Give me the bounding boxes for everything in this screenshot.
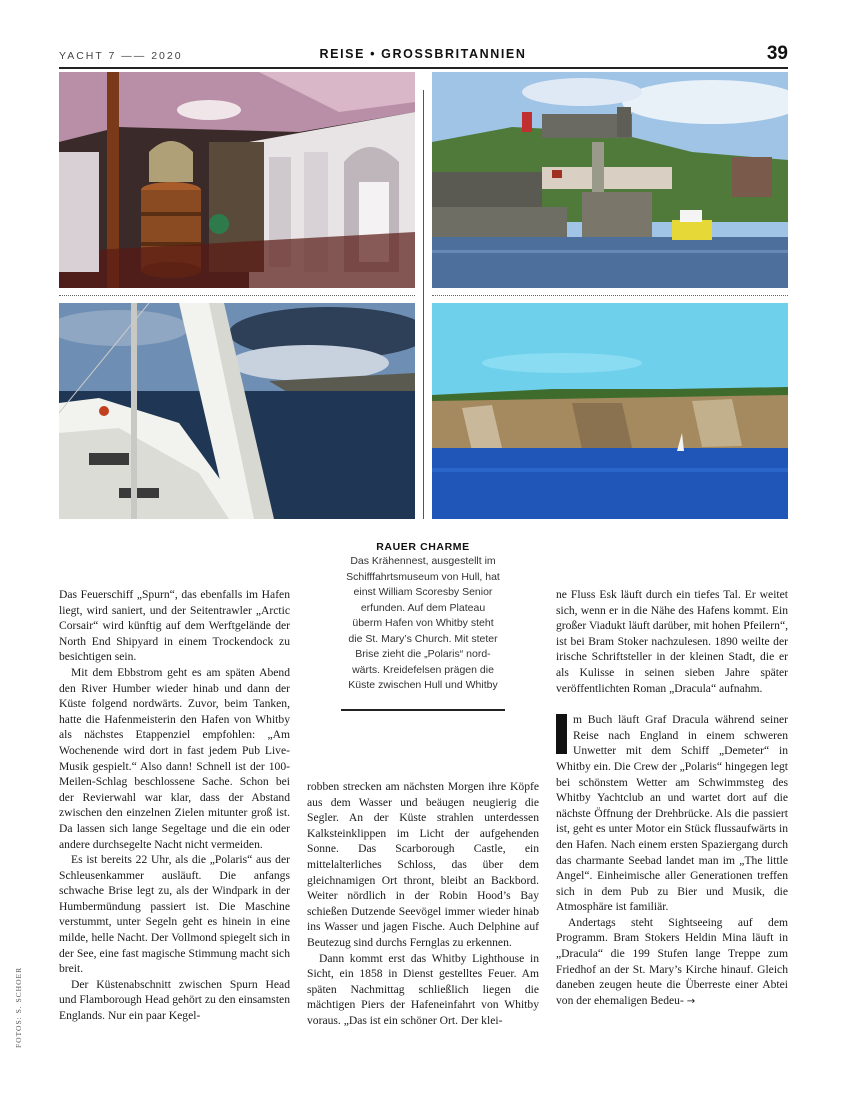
photo-chalk-cliffs [432,303,788,519]
caption-rule [341,709,505,711]
caption-line: Küste zwischen Hull und Whitby [348,679,498,691]
caption-line: Schifffahrtsmuseum von Hull, hat [346,570,500,583]
paragraph: Mit dem Ebbstrom geht es am späten Abend den River Humber wieder hinab und dann der Küste folgend nordwärts. Zuvor, beim Tanken, hatte die Hafenmeisterin den Hafen von Whitby als nächstes Etappenziel empfohlen: „Am Wochenende wird dort in fast jedem Pub Live-Musik gespielt.“ Also dann! Schnell ist der 100-Meilen-Schlag beschlossene Sache. Schon bei der Revierwahl war klar, dass der Abstand zwischen den einzelnen Zielen mitunter groß ist. Da lassen sich lange Segeltage und die ein oder andere durchsegelte Nacht nicht vermeiden. [59,665,290,851]
paragraph: Dann kommt erst das Whitby Lighthouse in Sicht, ein 1858 in Dienst gestelltes Feuer. Am späten Nachmittag schließlich liegen die mächtigen Piers der Hafeneinfahrt von Whitby voraus. „Das ist ein schöner Ort. Der klei- [307,951,539,1027]
caption-line: Brise zieht die „Polaris“ nord- [355,648,491,660]
drop-initial-block [556,714,567,754]
caption-text [335,554,511,694]
photo-column-divider [423,90,424,519]
page-number: 39 [766,43,788,64]
article-column-2 [307,779,539,1029]
caption-line: einst William Scoresby Senior [353,586,493,598]
photo-row-separator [432,295,788,296]
photo-sailing-yacht [59,303,415,519]
article-column-1 [59,587,290,1024]
paragraph: Es ist bereits 22 Uhr, als die „Polaris“ aus der Schleusenkammer ausläuft. Die anfangs schwache Brise legt zu, als der Windpark in der Humbermündung passiert ist. Die Maschine verstummt, unter Segeln geht es hinein in eine milde, helle Nacht. Der Vollmond spiegelt sich in der See, eine fast magische Stimmung macht sich breit. [59,853,290,976]
caption-title: RAUER CHARME [376,541,470,553]
caption-line: wärts. Kreidefelsen prägen die [352,663,494,676]
caption-line: Das Krähennest, ausgestellt im [350,555,496,567]
caption-line: die St. Mary’s Church. Mit steter [348,632,498,645]
caption-line: erfunden. Auf dem Plateau [360,601,486,614]
photo-caption [335,541,511,694]
article-column-3 [556,587,788,1009]
paragraph: m Buch läuft Graf Dracula während seiner Reise nach England in einem schweren Unwetter mit dem Schiff „Demeter“ in Whitby ein. Die Crew der „Polaris“ hingegen legt bei schönstem Wetter am Schwimmsteg des Whitby Yachtclub an und wartet dort auf die nächste Öffnung der Drehbrücke. Als die passiert ist, geht es unter Motor ein Stück flussaufwärts in den Hafen. Nach einem ersten Spaziergang durch das charmante Seebad landet man im „The little Angel“. Einheimische aller Generationen treffen sich in dem Pub zu Bier und Musik, die Atmosphäre ist familiär. [556,713,788,914]
photo-whitby-harbour [432,72,788,288]
photo-row-separator [59,295,415,296]
paragraph: robben strecken am nächsten Morgen ihre Köpfe aus dem Wasser und beäugen neugierig die Segler. An der Küste strahlen unterdessen Kalksteinklippen im Licht der aufgehenden Sonne. Das Scarborough Castle, ein mittelalterliches Schloss, das über dem gleichnamigen Ort thront, bleibt an Backbord. Weiter nördlich in der Robin Hood’s Bay schießen Dutzende Seevögel immer wieder hinab ins Wasser und jagen Fische. Auch Delphine auf Beutezug sind durchs Fernglas zu erkennen. [307,780,539,949]
section-title: REISE • GROSSBRITANNIEN [319,47,527,61]
paragraph: Der Küstenabschnitt zwischen Spurn Head und Flamborough Head gehört zu den einsamsten Englands. Nur ein paar Kegel- [59,977,290,1023]
paragraph: ne Fluss Esk läuft durch ein tiefes Tal. Er weitet sich, wenn er in die Nähe des Hafens kommt. Ein großer Viadukt läuft darüber, mit hohen Pfeilern“, ist bei Bram Stoker nachzulesen. 1890 weilte der irische Schriftsteller in der kleinen Stadt, die er als Kulisse in seinen sieben Jahre später veröffentlichten Roman „Dracula“ aufnahm. [556,588,788,695]
paragraph: Andertags steht Sightseeing auf dem Programm. Bram Stokers Heldin Mina läuft in „Dracula“ die 199 Stufen lange Treppe zum Friedhof an der St. Mary’s Kirche hinauf. Gleich daneben zeugen heute die Überreste einer Abtei von der ehemaligen Bedeu- [556,915,788,1007]
issue-label: YACHT 7 —— 2020 [59,50,183,62]
caption-line: überm Hafen von Whitby steht [352,617,494,629]
continue-arrow-icon: → [686,995,696,1007]
paragraph: Das Feuerschiff „Spurn“, das ebenfalls im Hafen liegt, wird saniert, und der Seitentrawler „Arctic Corsair“ wird künftig auf dem Werftgelände der North End Shipyard in einem Trockendock zu besichtigen sein. [59,588,290,664]
photo-credit: FOTOS: S. SCHOER [14,966,23,1048]
photo-museum-interior [59,72,415,288]
header-rule [59,67,788,69]
